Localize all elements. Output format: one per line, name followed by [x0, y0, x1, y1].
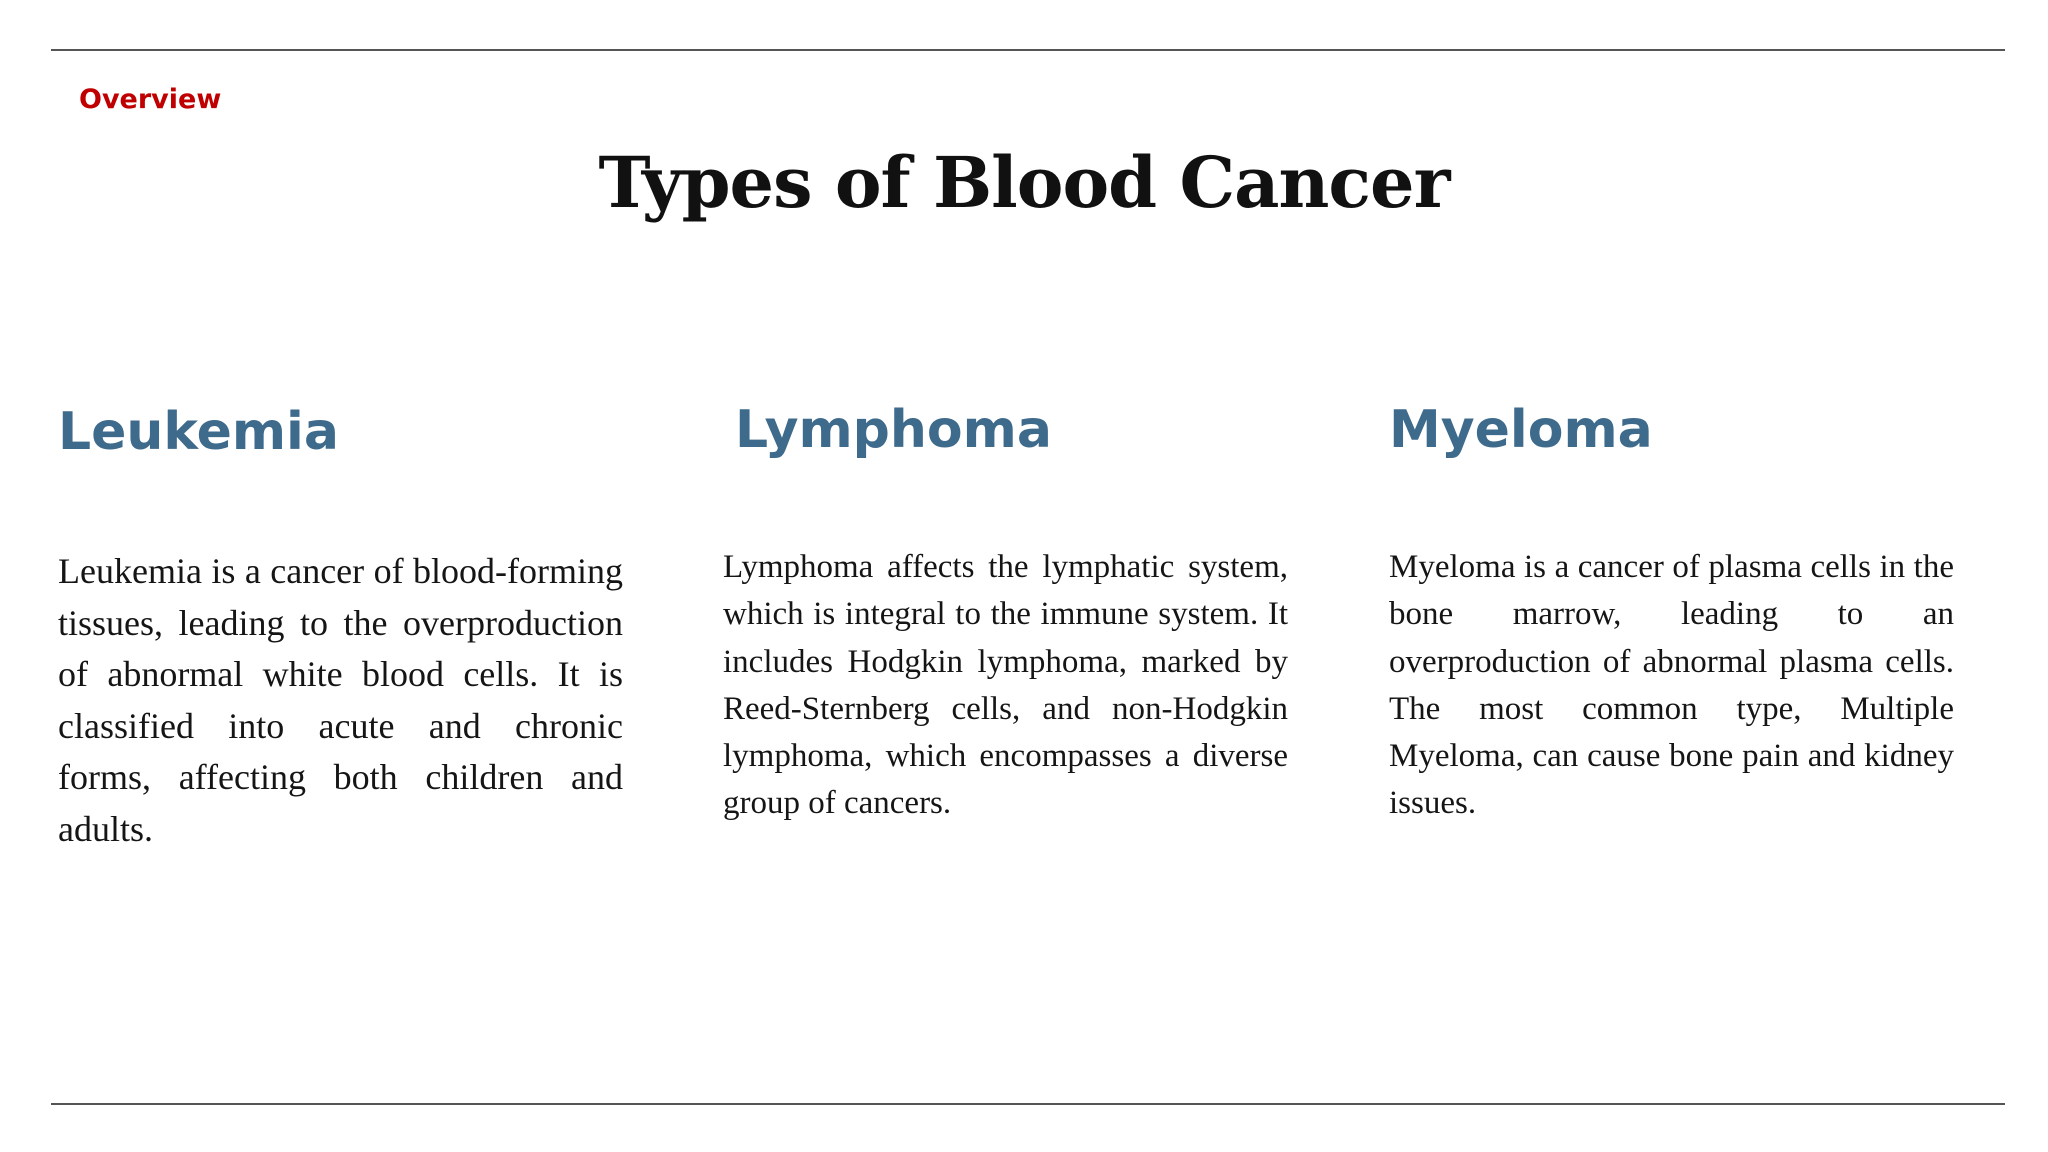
slide-title: Types of Blood Cancer: [598, 141, 1450, 224]
column-body-text: Lymphoma affects the lymphatic system, which is integral to the immune system. It includes Hodgkin lymphoma, marked by Reed-Sternberg cells, and non-Hodgkin lymphoma, which encompasses a diverse group of cancers.: [723, 549, 1288, 822]
column-body-text: Leukemia is a cancer of blood-forming tissues, leading to the overproduction of abnormal white blood cells. It is classified into acute and chronic forms, affecting both children and adults.: [58, 551, 623, 849]
column-heading: Leukemia: [58, 402, 339, 462]
column-heading: Myeloma: [1389, 400, 1653, 460]
section-label: Overview: [79, 84, 222, 115]
top-divider: [51, 49, 2005, 51]
column-heading: Lymphoma: [735, 400, 1052, 460]
bottom-divider: [51, 1103, 2005, 1105]
column-body-text: Myeloma is a cancer of plasma cells in the bone marrow, leading to an overproduction of abnormal plasma cells. The most common type, Multiple Myeloma, can cause bone pain and kidney issues.: [1389, 549, 1954, 822]
